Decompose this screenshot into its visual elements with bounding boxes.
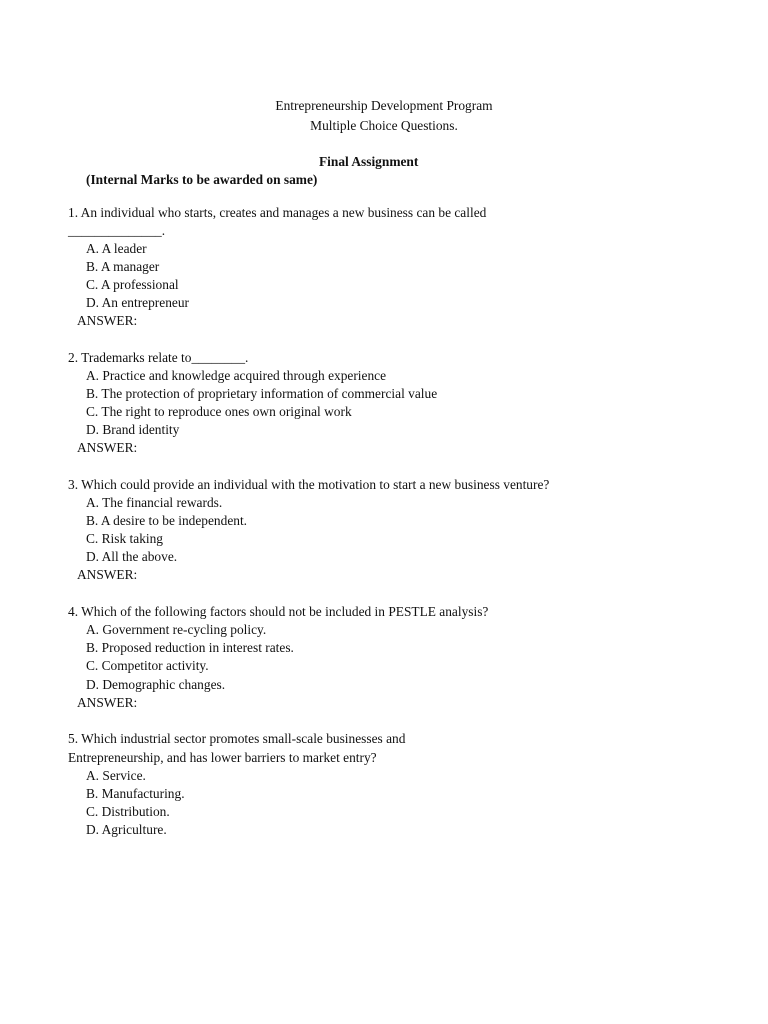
- assignment-title: Final Assignment: [319, 154, 419, 169]
- option-a: A. Government re-cycling policy.: [86, 622, 267, 637]
- option-d: D. Brand identity: [86, 422, 180, 437]
- answer-label: ANSWER:: [77, 440, 138, 455]
- program-title: Entrepreneurship Development Program: [275, 98, 493, 113]
- option-d: D. Agriculture.: [86, 822, 167, 837]
- option-b: B. Manufacturing.: [86, 786, 185, 801]
- question-blank: ______________.: [68, 223, 166, 238]
- question-text: 5. Which industrial sector promotes small-scale businesses and: [68, 731, 406, 746]
- question-text: 4. Which of the following factors should not be included in PESTLE analysis?: [68, 604, 489, 619]
- question-text: 2. Trademarks relate to________.: [68, 350, 249, 365]
- option-a: A. Practice and knowledge acquired through experience: [86, 368, 387, 383]
- question-text: 1. An individual who starts, creates and manages a new business can be called: [68, 205, 487, 220]
- option-a: A. The financial rewards.: [86, 495, 223, 510]
- option-c: C. The right to reproduce ones own original work: [86, 404, 352, 419]
- option-d: D. All the above.: [86, 549, 178, 564]
- marks-note: (Internal Marks to be awarded on same): [86, 172, 318, 187]
- question-text-continued: Entrepreneurship, and has lower barriers to market entry?: [68, 750, 377, 765]
- option-a: A. Service.: [86, 768, 146, 783]
- option-d: D. Demographic changes.: [86, 677, 226, 692]
- answer-label: ANSWER:: [77, 567, 138, 582]
- option-c: C. Competitor activity.: [86, 658, 209, 673]
- option-b: B. A desire to be independent.: [86, 513, 248, 528]
- option-d: D. An entrepreneur: [86, 295, 189, 310]
- option-c: C. A professional: [86, 277, 179, 292]
- option-b: B. The protection of proprietary information of commercial value: [86, 386, 438, 401]
- option-b: B. A manager: [86, 259, 160, 274]
- option-c: C. Distribution.: [86, 804, 170, 819]
- option-c: C. Risk taking: [86, 531, 164, 546]
- option-a: A. A leader: [86, 241, 147, 256]
- answer-label: ANSWER:: [77, 695, 138, 710]
- answer-label: ANSWER:: [77, 313, 138, 328]
- document-subtitle: Multiple Choice Questions.: [310, 118, 458, 133]
- question-text: 3. Which could provide an individual with the motivation to start a new business venture?: [68, 477, 550, 492]
- option-b: B. Proposed reduction in interest rates.: [86, 640, 294, 655]
